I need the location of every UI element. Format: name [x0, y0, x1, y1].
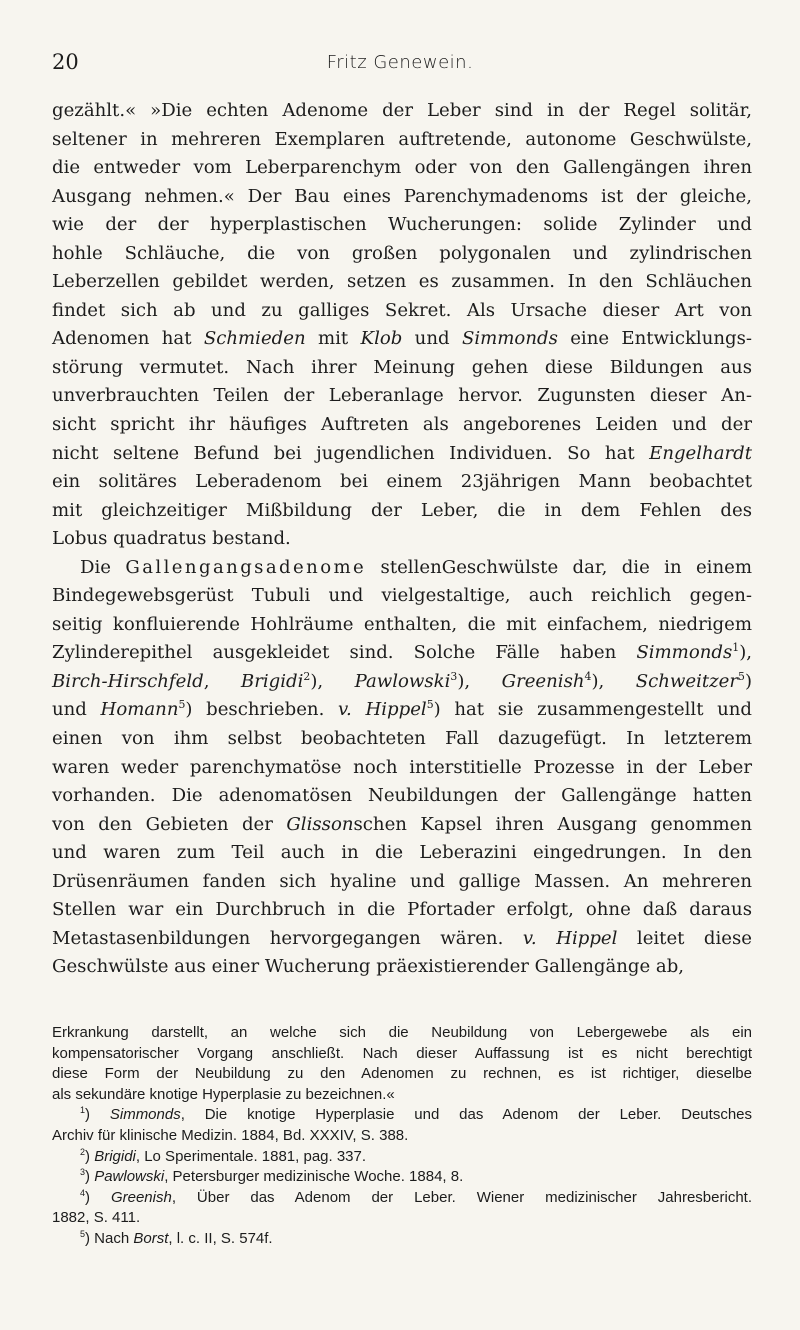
author-name: Simmonds: [109, 1106, 181, 1124]
footnote-2: [52, 1147, 752, 1168]
body-line: Lobus quadratus bestand.: [52, 528, 291, 550]
body-line: Drüsenräumen fanden sich hyaline und gallige Massen. An mehreren: [52, 870, 752, 892]
text-run: , Über das Adenom der Leber. Wiener medizinischer Jahresbericht.: [171, 1188, 752, 1206]
text-run: von den Gebieten der: [52, 813, 287, 835]
body-line: Ausgang nehmen.« Der Bau eines Parenchymadenoms ist der gleiche,: [52, 185, 752, 207]
body-line: Stellen war ein Durchbruch in die Pfortader erfolgt, ohne daß daraus: [52, 899, 752, 921]
emphasized-term: Gallengangsadenome: [125, 556, 367, 578]
footnote-mark: $^4$): [80, 1187, 111, 1206]
body-line: [52, 639, 752, 668]
footnote-ref: 2: [303, 669, 311, 683]
text-run: ): [744, 670, 753, 692]
text-run: eine Entwicklungs-: [557, 328, 752, 350]
body-line: [52, 440, 752, 469]
body-line: hohle Schläuche, die von großen polygonalen und zylindrischen: [52, 242, 752, 264]
footnote-4: [52, 1188, 752, 1209]
body-line: Leberzellen gebildet werden, setzen es zusammen. In den Schläuchen: [52, 271, 752, 293]
page-number: 20: [52, 50, 79, 74]
footnote-ref: 3: [450, 669, 458, 683]
text-run: , Lo Sperimentale. 1881, pag. 337.: [135, 1147, 367, 1165]
body-line: [52, 668, 752, 697]
text-run: ,: [203, 670, 241, 692]
text-run: Adenomen hat: [52, 328, 204, 350]
author-name: Birch-Hirschfeld: [52, 670, 204, 692]
author-name: Brigidi: [240, 670, 304, 692]
text-run: leitet diese: [617, 927, 753, 949]
footnote-3: [52, 1167, 752, 1188]
footnote-mark: $^3$): [80, 1167, 95, 1186]
author-name: Klob: [360, 328, 403, 350]
body-line: sicht spricht ihr häufiges Auftreten als angeborenes Leiden und der: [52, 414, 752, 436]
body-text: [52, 97, 752, 982]
footnote-ref: 1: [732, 641, 740, 655]
body-line: wie der der hyperplastischen Wucherungen: solide Zylinder und: [52, 214, 752, 236]
body-line: [52, 811, 752, 840]
author-name: Engelhardt: [649, 442, 752, 464]
footnote-ref: 5: [738, 669, 745, 683]
text-run: ) hat sie zusammengestellt und: [433, 699, 753, 721]
body-line: gezählt.« »Die echten Adenome der Leber sind in der Regel solitär,: [52, 100, 752, 121]
footnote-number: 5: [80, 1228, 86, 1239]
author-name: Simmonds: [461, 328, 558, 350]
text-run: ),: [457, 670, 502, 692]
footnote-mark: $^1$): [80, 1105, 110, 1124]
text-run: mit: [305, 328, 361, 350]
text-run: , Petersburger medizinische Woche. 1884, 8.: [164, 1168, 464, 1186]
author-name: Brigidi: [94, 1147, 136, 1165]
footnote-line: diese Form der Neubildung zu den Adenomen zu rechnen, es ist richtiger, dieselbe: [52, 1065, 752, 1083]
running-head: Fritz Genewein.: [326, 52, 474, 73]
body-line: [52, 325, 752, 354]
body-line: seltener in mehreren Exemplaren auftretende, autonome Geschwülste,: [52, 128, 752, 150]
text-run: und: [402, 328, 462, 350]
footnote-ref: 5: [426, 698, 434, 712]
author-name: Schweitzer: [635, 670, 739, 692]
text-run: schen Kapsel ihren Ausgang genommen: [353, 813, 752, 835]
body-line: [52, 925, 752, 954]
footnote-line: Archiv für klinische Medizin. 1884, Bd. XXXIV, S. 388.: [52, 1126, 409, 1144]
body-line: Bindegewebsgerüst Tubuli und vielgestaltige, auch reichlich gegen-: [52, 585, 752, 607]
author-name: Schmieden: [203, 328, 306, 350]
footnote-number: 4: [80, 1187, 86, 1198]
body-line: seitig konfluierende Hohlräume enthalten, die mit einfachem, niedrigem: [52, 613, 752, 635]
body-line: Geschwülste aus einer Wucherung präexistierender Gallengänge ab,: [52, 956, 685, 978]
text-run: ) Nach: [85, 1229, 134, 1247]
text-run: Die: [80, 556, 126, 578]
author-name: Greenish: [110, 1188, 172, 1206]
body-line: mit gleichzeitiger Mißbildung der Leber, die in dem Fehlen des: [52, 499, 752, 521]
text-run: nicht seltene Befund bei jugendlichen Individuen. So hat: [52, 442, 650, 464]
author-name: Greenish: [501, 670, 585, 692]
body-line: [52, 696, 752, 725]
body-line: störung vermutet. Nach ihrer Meinung gehen diese Bildungen aus: [52, 356, 752, 378]
body-line: die entweder vom Leberparenchym oder von den Gallengängen ihren: [52, 157, 752, 179]
footnote-number: 1: [80, 1105, 86, 1116]
footnote-number: 2: [80, 1146, 86, 1157]
author-name: Homann: [100, 699, 179, 721]
text-run: , l. c. II, S. 574f.: [168, 1229, 273, 1247]
text-run: Zylinderepithel ausgekleidet sind. Solche Fälle haben: [52, 642, 637, 664]
footnote-number: 3: [80, 1167, 86, 1178]
text-run: Metastasenbildungen hervorgegangen wären.: [52, 927, 523, 949]
footnote-1: [52, 1105, 752, 1126]
text-run: ) beschrieben.: [185, 699, 338, 721]
author-name: Glisson: [286, 813, 354, 835]
page-header: [52, 50, 748, 84]
author-name: Pawlowski: [94, 1168, 165, 1186]
author-name: v. Hippel: [522, 927, 618, 949]
author-name: Simmonds: [636, 642, 733, 664]
footnote-ref: 4: [584, 669, 592, 683]
body-line: ein solitäres Leberadenom bei einem 23jährigen Mann beobachtet: [52, 471, 752, 493]
body-line: unverbrauchten Teilen der Leberanlage hervor. Zugunsten dieser An-: [52, 385, 752, 407]
author-name: Pawlowski: [354, 670, 451, 692]
text-run: stellenGeschwülste dar, die in einem: [366, 556, 752, 578]
body-line: [52, 554, 752, 583]
body-line: waren weder parenchymatöse noch interstitielle Prozesse in der Leber: [52, 756, 752, 778]
footnote-line: Erkrankung darstellt, an welche sich die Neubildung von Lebergewebe als ein: [52, 1024, 752, 1041]
body-line: einen von ihm selbst beobachteten Fall dazugefügt. In letzterem: [52, 728, 752, 750]
text-run: , Die knotige Hyperplasie und das Adenom der Leber. Deutsches: [180, 1106, 752, 1124]
footnote-5: [52, 1229, 752, 1250]
body-line: und waren zum Teil auch in die Leberazini eingedrungen. In den: [52, 842, 752, 864]
footnote-line: kompensatorischer Vorgang anschließt. Nach dieser Auffassung ist es nicht berechtigt: [52, 1044, 752, 1062]
text-run: ),: [310, 670, 355, 692]
author-name: v. Hippel: [337, 699, 427, 721]
footnote-mark: $^2$): [80, 1146, 95, 1165]
footnote-ref: 5: [178, 698, 186, 712]
body-line: vorhanden. Die adenomatösen Neubildungen der Gallengänge hatten: [52, 785, 752, 807]
text-run: ),: [739, 642, 752, 664]
text-run: ),: [591, 670, 636, 692]
body-line: findet sich ab und zu galliges Sekret. Als Ursache dieser Art von: [52, 299, 752, 321]
text-run: und: [52, 699, 101, 721]
footnote-line: als sekundäre knotige Hyperplasie zu bezeichnen.«: [52, 1085, 395, 1103]
author-name: Borst: [133, 1229, 169, 1247]
footnotes: [52, 1023, 752, 1250]
footnote-line: 1882, S. 411.: [52, 1209, 141, 1227]
